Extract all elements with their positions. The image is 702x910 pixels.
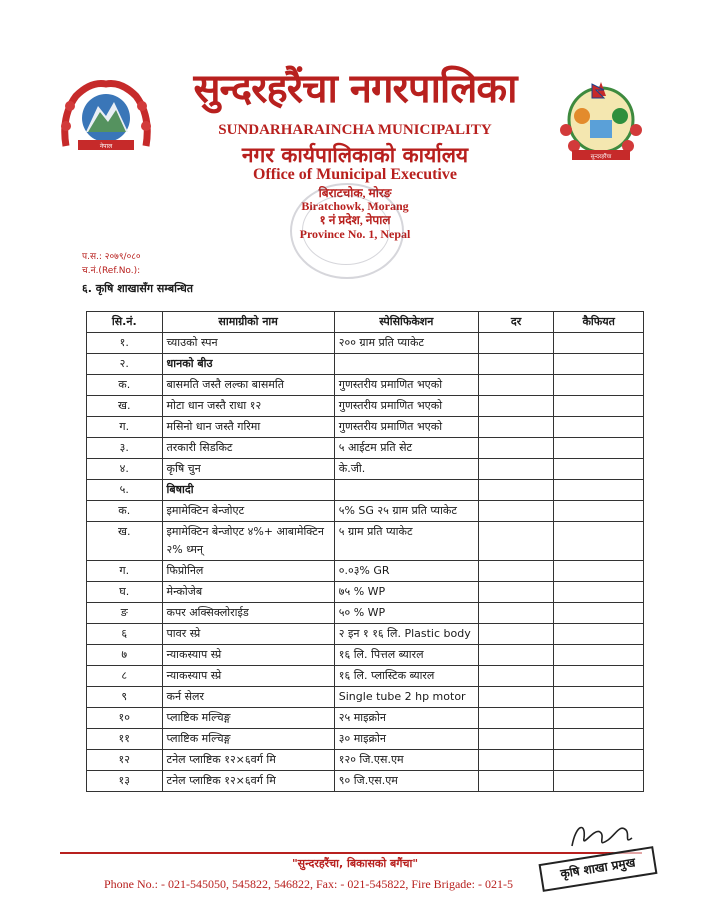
cell-item-name: प्लाष्टिक मल्चिङ्ग: [162, 708, 334, 729]
cell-spec: ५% SG २५ ग्राम प्रति प्याकेट: [334, 501, 478, 522]
cell-spec: २०० ग्राम प्रति प्याकेट: [334, 333, 478, 354]
cell-spec: के.जी.: [334, 459, 478, 480]
cell-rate: [478, 750, 554, 771]
footer-contact: Phone No.: - 021-545050, 545822, 546822, Fax: - 021-545822, Fire Brigade: - 021-5: [104, 877, 513, 891]
cell-rate: [478, 771, 554, 792]
cell-rate: [478, 582, 554, 603]
cell-rate: [478, 561, 554, 582]
cell-serial: ङ: [87, 603, 163, 624]
nepal-emblem-logo: [56, 76, 156, 166]
table-row: [87, 375, 644, 396]
cell-remarks: [554, 396, 644, 417]
cell-rate: [478, 354, 554, 375]
cell-serial: ७: [87, 645, 163, 666]
cell-serial: ११: [87, 729, 163, 750]
cell-item-name: बिषादी: [162, 480, 334, 501]
cell-item-name: कृषि चुन: [162, 459, 334, 480]
cell-remarks: [554, 729, 644, 750]
cell-rate: [478, 480, 554, 501]
table-row: [87, 396, 644, 417]
cell-remarks: [554, 480, 644, 501]
cell-spec: १६ लि. प्लास्टिक ब्यारल: [334, 666, 478, 687]
cell-rate: [478, 375, 554, 396]
cell-rate: [478, 333, 554, 354]
cell-remarks: [554, 561, 644, 582]
cell-remarks: [554, 687, 644, 708]
cell-remarks: [554, 645, 644, 666]
cell-spec: गुणस्तरीय प्रमाणित भएको: [334, 396, 478, 417]
cell-serial: ८: [87, 666, 163, 687]
cell-serial: क.: [87, 375, 163, 396]
cell-remarks: [554, 522, 644, 561]
cell-remarks: [554, 624, 644, 645]
cell-spec: गुणस्तरीय प्रमाणित भएको: [334, 375, 478, 396]
province-english: Province No. 1, Nepal: [299, 227, 411, 241]
table-row: [87, 582, 644, 603]
cell-item-name: इमामेक्टिन बेन्जोएट: [162, 501, 334, 522]
cell-remarks: [554, 333, 644, 354]
cell-serial: घ.: [87, 582, 163, 603]
cell-remarks: [554, 582, 644, 603]
cell-spec: ९० जि.एस.एम: [334, 771, 478, 792]
table-row: [87, 438, 644, 459]
cell-serial: ख.: [87, 396, 163, 417]
footer-divider: [60, 852, 642, 854]
office-seal-inner-ring: [302, 195, 390, 265]
cell-item-name: न्याकस्याप स्प्रे: [162, 645, 334, 666]
cell-spec: गुणस्तरीय प्रमाणित भएको: [334, 417, 478, 438]
cell-item-name: धानको बीउ: [162, 354, 334, 375]
table-row: [87, 666, 644, 687]
municipality-title-english: SUNDARHARAINCHA MUNICIPALITY: [218, 122, 492, 138]
cell-item-name: तरकारी सिडकिट: [162, 438, 334, 459]
cell-remarks: [554, 459, 644, 480]
cell-rate: [478, 417, 554, 438]
office-title-english: Office of Municipal Executive: [253, 166, 457, 183]
province-nepali: १ नं प्रदेश, नेपाल: [319, 213, 391, 227]
table-header-row: [87, 312, 644, 333]
cell-spec: ५ आईटम प्रति सेट: [334, 438, 478, 459]
cell-item-name: मसिनो धान जस्तै गरिमा: [162, 417, 334, 438]
cell-serial: १३: [87, 771, 163, 792]
cell-item-name: टनेल प्लाष्टिक १२×६वर्ग मि: [162, 771, 334, 792]
cell-remarks: [554, 771, 644, 792]
cell-remarks: [554, 354, 644, 375]
cell-item-name: न्याकस्याप स्प्रे: [162, 666, 334, 687]
cell-item-name: च्याउको स्पन: [162, 333, 334, 354]
cell-spec: ३० माइक्रोन: [334, 729, 478, 750]
cell-rate: [478, 501, 554, 522]
table-row: [87, 687, 644, 708]
cell-spec: ५ ग्राम प्रति प्याकेट: [334, 522, 478, 561]
cell-remarks: [554, 501, 644, 522]
cell-serial: २.: [87, 354, 163, 375]
cell-item-name: इमामेक्टिन बेन्जोएट ४%+ आबामेक्टिन २% ध्मन्: [162, 522, 334, 561]
table-row: [87, 729, 644, 750]
cell-serial: ४.: [87, 459, 163, 480]
svg-text:नेपाल: नेपाल: [99, 143, 113, 150]
cell-spec: २ इन १ १६ लि. Plastic body: [334, 624, 478, 645]
reference-number: च.नं.(Ref.No.):: [82, 266, 141, 276]
table-row: [87, 333, 644, 354]
cell-serial: ३.: [87, 438, 163, 459]
table-row: [87, 354, 644, 375]
table-row: [87, 750, 644, 771]
svg-text:सुन्दरहरैंचा: सुन्दरहरैंचा: [590, 154, 612, 160]
cell-rate: [478, 603, 554, 624]
table-row: [87, 624, 644, 645]
cell-item-name: मेन्कोजेब: [162, 582, 334, 603]
address-english: Biratchowk, Morang: [301, 199, 409, 213]
cell-item-name: मोटा धान जस्तै राधा १२: [162, 396, 334, 417]
address-nepali: बिराटचोक, मोरङ: [318, 186, 392, 200]
materials-table: [86, 311, 644, 792]
cell-item-name: पावर स्प्रे: [162, 624, 334, 645]
header-rate: दर: [478, 312, 554, 333]
cell-remarks: [554, 708, 644, 729]
cell-spec: १२० जि.एस.एम: [334, 750, 478, 771]
table-row: [87, 771, 644, 792]
table-row: [87, 645, 644, 666]
cell-rate: [478, 624, 554, 645]
cell-serial: क.: [87, 501, 163, 522]
municipality-title-nepali: सुन्दरहरैंचा नगरपालिका: [193, 66, 517, 112]
cell-remarks: [554, 417, 644, 438]
cell-rate: [478, 396, 554, 417]
office-title-nepali: नगर कार्यपालिकाको कार्यालय: [241, 143, 469, 167]
cell-item-name: फिप्रोनिल: [162, 561, 334, 582]
cell-remarks: [554, 603, 644, 624]
table-row: [87, 561, 644, 582]
cell-spec: [334, 480, 478, 501]
cell-spec: ५० % WP: [334, 603, 478, 624]
cell-serial: १०: [87, 708, 163, 729]
cell-serial: ९: [87, 687, 163, 708]
table-row: [87, 501, 644, 522]
table-row: [87, 708, 644, 729]
cell-serial: ६: [87, 624, 163, 645]
cell-item-name: टनेल प्लाष्टिक १२×६वर्ग मि: [162, 750, 334, 771]
cell-rate: [478, 729, 554, 750]
cell-serial: ग.: [87, 417, 163, 438]
cell-rate: [478, 438, 554, 459]
cell-spec: Single tube 2 hp motor: [334, 687, 478, 708]
cell-spec: [334, 354, 478, 375]
header-serial: सि.नं.: [87, 312, 163, 333]
section-head-stamp: कृषि शाखा प्रमुख: [539, 846, 658, 892]
header-specification: स्पेसिफिकेशन: [334, 312, 478, 333]
signature: [566, 818, 636, 852]
cell-remarks: [554, 375, 644, 396]
cell-serial: १२: [87, 750, 163, 771]
table-row: [87, 417, 644, 438]
header-item-name: सामाग्रीको नाम: [162, 312, 334, 333]
table-row: [87, 522, 644, 561]
cell-rate: [478, 459, 554, 480]
cell-serial: ग.: [87, 561, 163, 582]
cell-remarks: [554, 438, 644, 459]
cell-serial: १.: [87, 333, 163, 354]
cell-rate: [478, 708, 554, 729]
cell-item-name: कपर अक्सिक्लोराईड: [162, 603, 334, 624]
cell-remarks: [554, 750, 644, 771]
header-remarks: कैफियत: [554, 312, 644, 333]
cell-serial: ५.: [87, 480, 163, 501]
section-title: ६. कृषि शाखासँग सम्बन्धित: [82, 282, 194, 295]
cell-spec: ०.०३% GR: [334, 561, 478, 582]
cell-item-name: प्लाष्टिक मल्चिङ्ग: [162, 729, 334, 750]
cell-spec: २५ माइक्रोन: [334, 708, 478, 729]
table-row: [87, 459, 644, 480]
municipality-logo: [552, 76, 650, 168]
cell-spec: १६ लि. पित्तल ब्यारल: [334, 645, 478, 666]
reference-ps: प.स.: २०७९/०८०: [82, 252, 141, 262]
cell-item-name: बासमति जस्तै लल्का बासमति: [162, 375, 334, 396]
cell-rate: [478, 645, 554, 666]
cell-rate: [478, 666, 554, 687]
cell-spec: ७५ % WP: [334, 582, 478, 603]
table-row: [87, 480, 644, 501]
cell-item-name: कर्न सेलर: [162, 687, 334, 708]
cell-rate: [478, 522, 554, 561]
table-row: [87, 603, 644, 624]
footer-slogan: "सुन्दरहरैंचा, बिकासको बगैंचा": [291, 857, 419, 870]
cell-remarks: [554, 666, 644, 687]
cell-serial: ख.: [87, 522, 163, 561]
cell-rate: [478, 687, 554, 708]
